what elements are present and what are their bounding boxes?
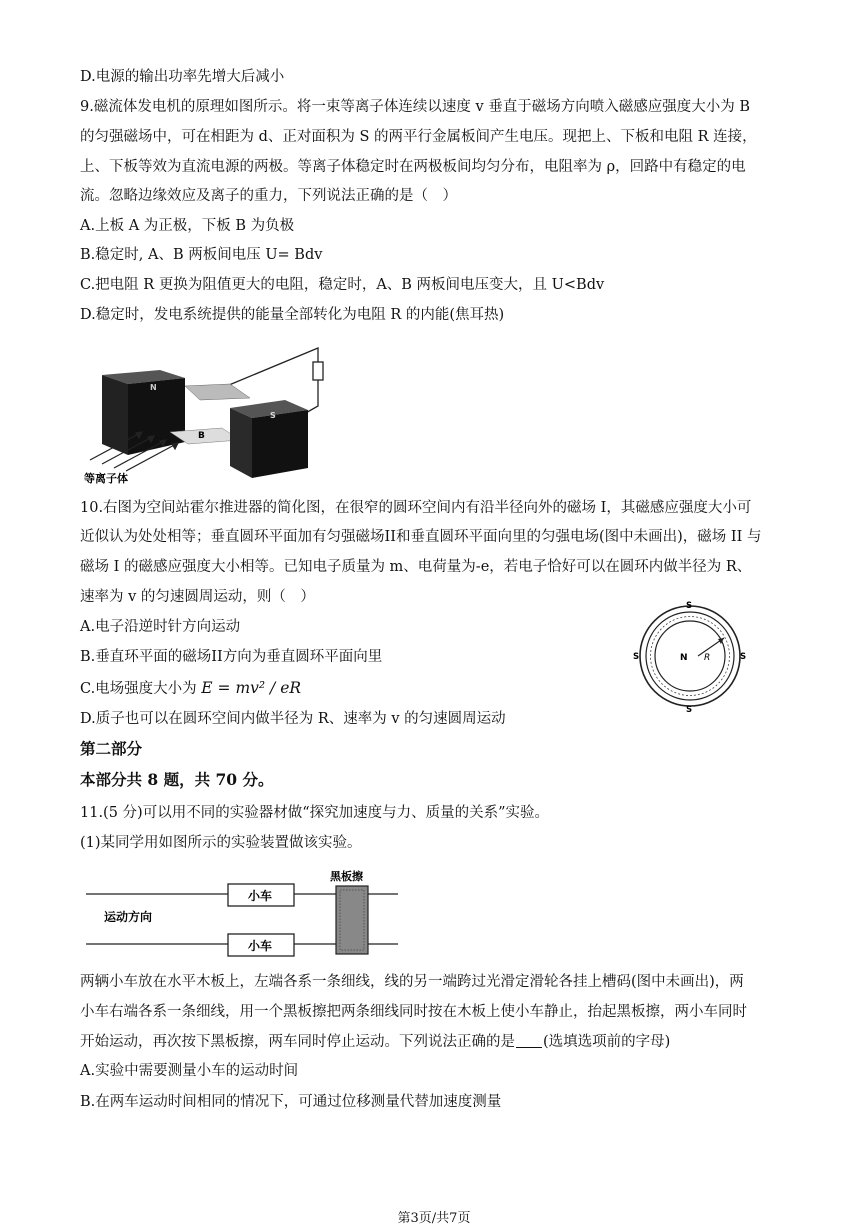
- car-bottom-label: 小车: [248, 939, 273, 953]
- q9-option-b: B.稳定时, A、B 两板间电压 U= Bdv: [80, 247, 323, 263]
- q10-option-c-text: C.电场强度大小为: [80, 681, 197, 697]
- mhd-generator-figure: [80, 340, 340, 485]
- eraser-label: 黑板擦: [330, 870, 363, 883]
- label-s-top: S: [686, 601, 693, 611]
- q9-option-c: C.把电阻 R 更换为阻值更大的电阻，稳定时，A、B 两板间电压变大，且 U<Bdv: [80, 277, 605, 293]
- q11-option-b: B.在两车运动时间相同的情况下，可通过位移测量代替加速度测量: [80, 1094, 502, 1110]
- part2-title: 第二部分: [80, 739, 143, 758]
- blackboard-eraser: [336, 886, 368, 954]
- label-n-center: N: [680, 653, 688, 663]
- answer-blank: [516, 1033, 542, 1048]
- label-s: S: [270, 411, 276, 420]
- two-car-figure: [86, 864, 406, 960]
- part2-subtitle: 本部分共 8 题，共 70 分。: [80, 770, 274, 789]
- label-n: N: [150, 383, 157, 392]
- electric-field-formula: E = mv² / eR: [201, 679, 302, 697]
- q10-stem-line-1: 10.右图为空间站霍尔推进器的简化图，在很窄的圆环空间内有沿半径向外的磁场 I，其磁感应强度大小可: [80, 500, 752, 516]
- q10-stem-line-3: 磁场 I 的磁感应强度大小相等。已知电子质量为 m、电荷量为-e，若电子恰好可以在圆环内做半径为 R、: [80, 559, 752, 575]
- q9-stem-line-2: 的匀强磁场中，可在相距为 d、正对面积为 S 的两平行金属板间产生电压。现把上、下板和电阻 R 连接，: [80, 129, 757, 145]
- q9-option-a: A.上板 A 为正极，下板 B 为负极: [80, 218, 295, 234]
- q9-stem-line-4: 流。忽略边缘效应及离子的重力，下列说法正确的是（ ）: [80, 188, 457, 204]
- q11-option-a: A.实验中需要测量小车的运动时间: [80, 1063, 299, 1079]
- q11-para-line-3-text: 开始运动，再次按下黑板擦，两车同时停止运动。下列说法正确的是: [80, 1034, 515, 1050]
- q10-stem-line-4: 速率为 v 的匀速圆周运动，则（ ）: [80, 589, 315, 605]
- label-b: B: [198, 431, 205, 441]
- label-r: R: [704, 653, 711, 663]
- hall-thruster-figure: [632, 598, 748, 714]
- q10-option-b: B.垂直环平面的磁场II方向为垂直圆环平面向里: [80, 649, 383, 665]
- q8-option-d: D.电源的输出功率先增大后减小: [80, 69, 285, 85]
- electron-orbit: [651, 617, 730, 696]
- q11-para-line-3-tail: (选填选项前的字母): [543, 1034, 671, 1050]
- page-footer: 第3页/共7页: [397, 1211, 471, 1226]
- q9-stem-line-1: 9.磁流体发电机的原理如图所示。将一束等离子体连续以速度 v 垂直于磁场方向喷入磁感应强度大小为 B: [80, 99, 751, 115]
- q9-option-d: D.稳定时，发电系统提供的能量全部转化为电阻 R 的内能(焦耳热): [80, 307, 505, 323]
- label-s-left: S: [633, 652, 640, 662]
- q11-para-line-2: 小车右端各系一条细线，用一个黑板擦把两条细线同时按在木板上使小车静止，抬起黑板擦，两小车同时: [80, 1004, 747, 1020]
- q9-stem-line-3: 上、下板等效为直流电源的两极。等离子体稳定时在两极板间均匀分布，电阻率为 ρ，回路中有稳定的电: [80, 159, 746, 175]
- plate-a: [185, 384, 250, 400]
- q10-option-c: [80, 679, 301, 698]
- label-s-right: S: [740, 652, 747, 662]
- q10-option-a: A.电子沿逆时针方向运动: [80, 619, 241, 635]
- label-plasma: 等离子体: [84, 472, 128, 485]
- label-s-bottom: S: [686, 705, 693, 714]
- q11-sub1: (1)某同学用如图所示的实验装置做该实验。: [80, 835, 362, 851]
- q10-stem-line-2: 近似认为处处相等；垂直圆环平面加有匀强磁场II和垂直圆环平面向里的匀强电场(图中未画出)，磁场 II 与: [80, 529, 762, 545]
- q11-para-line-1: 两辆小车放在水平木板上，左端各系一条细线，线的另一端跨过光滑定滑轮各挂上槽码(图中未画出)，两: [80, 974, 744, 990]
- direction-label: 运动方向: [104, 910, 153, 924]
- magnet-s: [252, 410, 308, 478]
- q11-stem: 11.(5 分)可以用不同的实验器材做“探究加速度与力、质量的关系”实验。: [80, 805, 550, 821]
- car-top-label: 小车: [248, 889, 273, 903]
- q11-para-line-3: [80, 1033, 670, 1051]
- q10-option-d: D.质子也可以在圆环空间内做半径为 R、速率为 v 的匀速圆周运动: [80, 711, 506, 727]
- resistor-r: [313, 362, 323, 380]
